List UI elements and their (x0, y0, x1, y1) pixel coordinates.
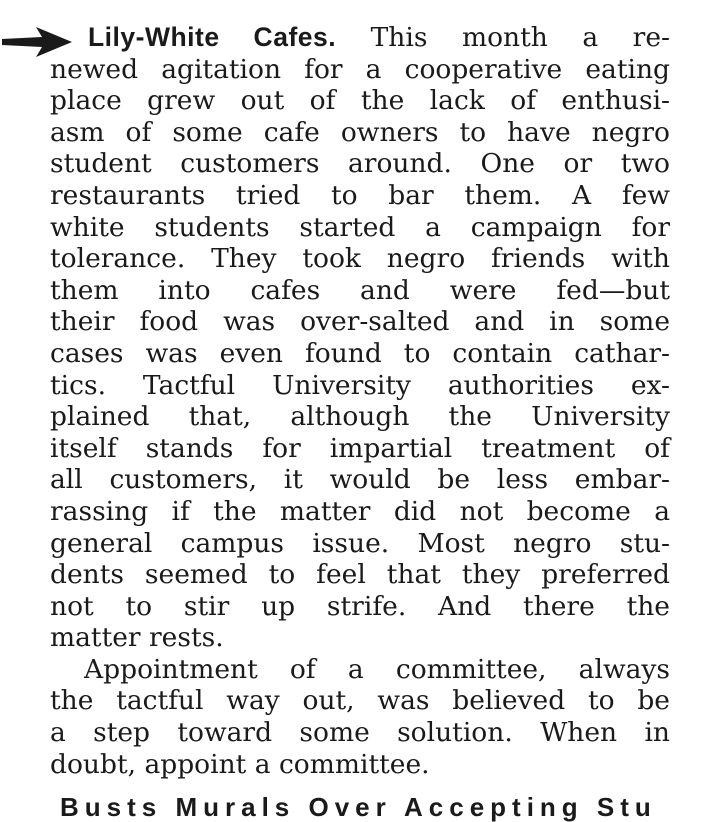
article-line: doubt, appoint a committee. (50, 748, 430, 780)
article-body (50, 22, 670, 780)
article-line: tolerance. They took negro friends with (50, 243, 670, 275)
article-line: student customers around. One or two (50, 148, 670, 180)
article-line: itself stands for impartial treatment of (50, 432, 670, 464)
article-headline: Lily-White Cafes. (88, 22, 337, 52)
article-line: a step toward some solution. When in (50, 717, 670, 749)
article-line: the tactful way out, was believed to be (50, 685, 670, 717)
article-line: asm of some cafe owners to have negro (50, 116, 670, 148)
article-line: tics. Tactful University authorities ex- (50, 369, 670, 401)
article-line: their food was over-salted and in some (50, 306, 670, 338)
article-line: them into cafes and were fed—but (50, 274, 670, 306)
next-article-heading: Busts Murals Over Accepting Stu (60, 792, 657, 822)
article-line: plained that, although the University (50, 401, 670, 433)
article-line: all customers, it would be less embar- (50, 464, 670, 496)
article-line: dents seemed to feel that they preferred (50, 559, 670, 591)
article-line: place grew out of the lack of enthusi- (50, 85, 670, 117)
article-line: white students started a campaign for (50, 211, 670, 243)
article-line: Lily-White Cafes. This month a re- (88, 22, 670, 53)
article-line: newed agitation for a cooperative eating (50, 53, 670, 85)
article-line: general campus issue. Most negro stu- (50, 527, 670, 559)
article-line: restaurants tried to bar them. A few (50, 179, 670, 211)
article-line: Appointment of a committee, always (84, 653, 670, 685)
article-line: matter rests. (50, 622, 224, 654)
article-line: not to stir up strife. And there the (50, 590, 670, 622)
article-line: cases was even found to contain cathar- (50, 337, 670, 369)
article-line: rassing if the matter did not become a (50, 495, 670, 527)
next-article-heading-cutoff (60, 792, 680, 822)
